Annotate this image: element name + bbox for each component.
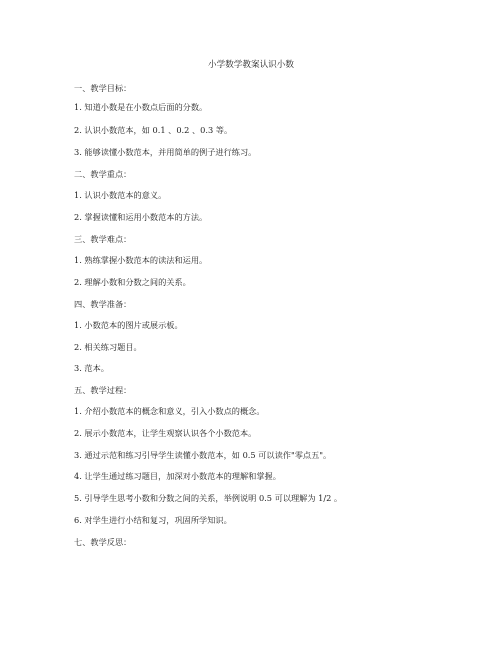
section-heading-key-points: 二、教学重点： bbox=[74, 169, 132, 179]
document-title: 小学数学教案认识小数 bbox=[208, 60, 294, 70]
section-heading-reflection: 七、教学反思： bbox=[74, 537, 132, 547]
list-item: 1. 小数范本的图片或展示板。 bbox=[74, 320, 183, 330]
list-item: 6. 对学生进行小结和复习，巩固所学知识。 bbox=[74, 515, 232, 525]
list-item: 4. 让学生通过练习题目，加深对小数范本的理解和掌握。 bbox=[74, 471, 281, 481]
list-item: 2. 理解小数和分数之间的关系。 bbox=[74, 277, 191, 287]
list-item: 3. 能够读懂小数范本，并用简单的例子进行练习。 bbox=[74, 147, 257, 157]
list-item: 3. 范本。 bbox=[74, 363, 109, 373]
list-item: 1. 熟练掌握小数范本的读法和运用。 bbox=[74, 255, 208, 265]
section-heading-process: 五、教学过程： bbox=[74, 385, 132, 395]
list-item: 2. 展示小数范本，让学生观察认识各个小数范本。 bbox=[74, 428, 257, 438]
list-item: 1. 认识小数范本的意义。 bbox=[74, 190, 167, 200]
list-item: 2. 认识小数范本，如 0.1 、0.2 、0.3 等。 bbox=[74, 125, 233, 135]
section-heading-objectives: 一、教学目标： bbox=[74, 83, 132, 93]
section-heading-preparation: 四、教学准备： bbox=[74, 299, 132, 309]
list-item: 2. 相关练习题目。 bbox=[74, 342, 142, 352]
list-item: 2. 掌握读懂和运用小数范本的方法。 bbox=[74, 212, 208, 222]
list-item: 5. 引导学生思考小数和分数之间的关系，举例说明 0.5 可以理解为 1/2 。 bbox=[74, 493, 343, 503]
list-item: 3. 通过示范和练习引导学生读懂小数范本，如 0.5 可以读作"零点五"。 bbox=[74, 450, 332, 460]
section-heading-difficulties: 三、教学难点： bbox=[74, 234, 132, 244]
list-item: 1. 知道小数是在小数点后面的分数。 bbox=[74, 102, 208, 112]
list-item: 1. 介绍小数范本的概念和意义，引入小数点的概念。 bbox=[74, 406, 265, 416]
